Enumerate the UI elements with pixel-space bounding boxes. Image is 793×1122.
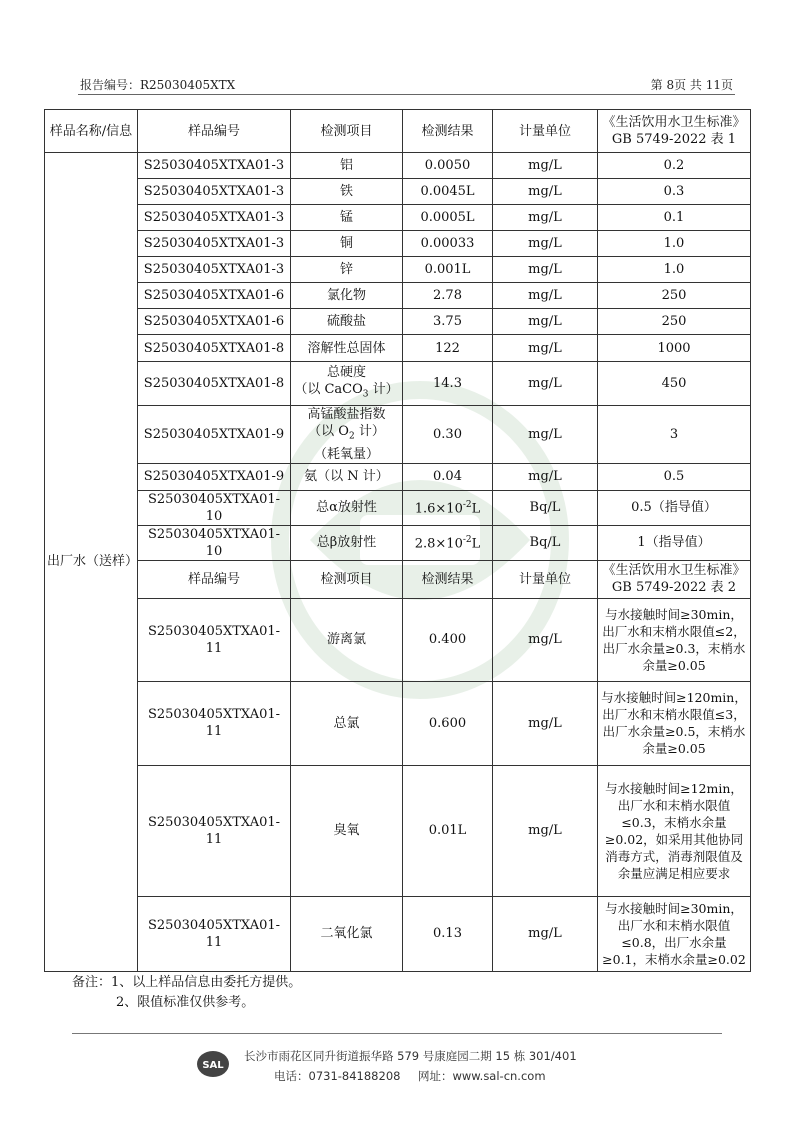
table-row <box>45 765 751 896</box>
unit-cell: Bq/L <box>493 525 598 560</box>
unit-cell: mg/L <box>493 362 598 406</box>
limit-cell: 3 <box>598 406 751 464</box>
report-header <box>78 74 735 95</box>
sample-no-cell: S25030405XTXA01-11 <box>138 598 291 681</box>
unit-cell: mg/L <box>493 153 598 179</box>
limit-cell: 1000 <box>598 335 751 362</box>
remarks <box>72 973 301 1013</box>
item-cell: 溶解性总固体 <box>291 335 403 362</box>
item-subscript: 3 <box>362 389 369 400</box>
table-row <box>45 896 751 971</box>
item-cell: 铜 <box>291 231 403 257</box>
limit-cell: 250 <box>598 283 751 309</box>
item-line-2-end: 计） <box>354 424 385 439</box>
table-row <box>45 490 751 525</box>
item-line-3: （耗氧量） <box>313 446 379 462</box>
item-cell: 总α放射性 <box>291 490 403 525</box>
limit-cell: 0.5（指导值） <box>598 490 751 525</box>
table-row <box>45 283 751 309</box>
result-cell: 0.400 <box>403 598 493 681</box>
item-subscript: 2 <box>348 431 355 442</box>
sample-no-cell: S25030405XTXA01-3 <box>138 257 291 283</box>
limit-cell: 450 <box>598 362 751 406</box>
footer <box>196 1046 666 1092</box>
col-header-unit: 计量单位 <box>493 560 598 598</box>
sample-no-cell: S25030405XTXA01-11 <box>138 896 291 971</box>
sample-no-cell: S25030405XTXA01-9 <box>138 463 291 490</box>
unit-cell: mg/L <box>493 765 598 896</box>
col-header-result: 检测结果 <box>403 110 493 153</box>
item-cell <box>291 362 403 406</box>
table-row <box>45 153 751 179</box>
result-base: 2.8×10 <box>414 536 463 552</box>
sample-no-cell: S25030405XTXA01-10 <box>138 490 291 525</box>
result-suffix: L <box>471 536 481 552</box>
result-cell <box>403 525 493 560</box>
limit-cell: 1.0 <box>598 231 751 257</box>
sample-no-cell: S25030405XTXA01-6 <box>138 309 291 335</box>
table-row <box>45 463 751 490</box>
table-row <box>45 231 751 257</box>
results-table <box>44 109 751 972</box>
sample-name-cell: 出厂水（送样） <box>45 153 138 972</box>
table-row <box>45 179 751 205</box>
item-cell: 总氯 <box>291 681 403 765</box>
item-cell <box>291 406 403 464</box>
limit-cell: 0.2 <box>598 153 751 179</box>
table-row <box>45 335 751 362</box>
table-row <box>45 362 751 406</box>
result-suffix: L <box>471 501 481 517</box>
result-cell: 0.001L <box>403 257 493 283</box>
result-cell: 2.78 <box>403 283 493 309</box>
result-exponent: -2 <box>462 500 472 511</box>
result-cell: 0.0050 <box>403 153 493 179</box>
item-cell: 氨（以 N 计） <box>291 463 403 490</box>
sample-no-cell: S25030405XTXA01-3 <box>138 231 291 257</box>
sample-no-cell: S25030405XTXA01-9 <box>138 406 291 464</box>
limit-cell: 0.5 <box>598 463 751 490</box>
item-cell: 锌 <box>291 257 403 283</box>
sample-no-cell: S25030405XTXA01-3 <box>138 179 291 205</box>
sample-no-cell: S25030405XTXA01-3 <box>138 205 291 231</box>
table-row <box>45 309 751 335</box>
unit-cell: mg/L <box>493 681 598 765</box>
limit-cell: 0.3 <box>598 179 751 205</box>
sample-no-cell: S25030405XTXA01-6 <box>138 283 291 309</box>
result-cell: 0.0045L <box>403 179 493 205</box>
col-header-item: 检测项目 <box>291 110 403 153</box>
col-header-result: 检测结果 <box>403 560 493 598</box>
sample-no-cell: S25030405XTXA01-8 <box>138 362 291 406</box>
unit-cell: mg/L <box>493 896 598 971</box>
unit-cell: mg/L <box>493 205 598 231</box>
result-cell: 0.0005L <box>403 205 493 231</box>
unit-cell: mg/L <box>493 598 598 681</box>
col-header-unit: 计量单位 <box>493 110 598 153</box>
remark-2: 2、限值标准仅供参考。 <box>116 995 255 1010</box>
item-line-2 <box>293 423 400 446</box>
unit-cell: mg/L <box>493 231 598 257</box>
svg-text:SAL: SAL <box>202 1060 224 1071</box>
item-line-2 <box>293 381 400 404</box>
col-header-sample-no: 样品编号 <box>138 110 291 153</box>
unit-cell: Bq/L <box>493 490 598 525</box>
col-header-standard: 《生活饮用水卫生标准》GB 5749-2022 表 2 <box>598 560 751 598</box>
item-line-2-end: 计） <box>368 381 399 397</box>
table-row <box>45 257 751 283</box>
limit-cell: 250 <box>598 309 751 335</box>
item-cell: 锰 <box>291 205 403 231</box>
footer-divider <box>72 1033 722 1034</box>
limit-cell: 与水接触时间≥120min，出厂水和末梢水限值≤3，出厂水余量≥0.5，末梢水余量≥0.05 <box>598 681 751 765</box>
sample-no-cell: S25030405XTXA01-11 <box>138 681 291 765</box>
result-cell: 14.3 <box>403 362 493 406</box>
limit-cell: 0.1 <box>598 205 751 231</box>
page-indicator: 第 8页 共 11页 <box>650 78 733 92</box>
unit-cell: mg/L <box>493 406 598 464</box>
footer-address: 长沙市雨花区同升街道振华路 579 号康庭园二期 15 栋 301/401 <box>244 1049 577 1063</box>
col-header-sample-name: 样品名称/信息 <box>45 110 138 153</box>
item-cell: 游离氯 <box>291 598 403 681</box>
col-header-standard: 《生活饮用水卫生标准》GB 5749-2022 表 1 <box>598 110 751 153</box>
item-cell: 臭氧 <box>291 765 403 896</box>
table-row <box>45 681 751 765</box>
result-cell: 0.04 <box>403 463 493 490</box>
limit-cell: 与水接触时间≥30min，出厂水和末梢水限值≤0.8，出厂水余量≥0.1，末梢水余量≥0.02 <box>598 896 751 971</box>
limit-cell: 1（指导值） <box>598 525 751 560</box>
unit-cell: mg/L <box>493 335 598 362</box>
result-cell: 0.30 <box>403 406 493 464</box>
item-cell: 铁 <box>291 179 403 205</box>
sal-logo-icon <box>196 1050 230 1078</box>
item-line-1: 总硬度 <box>326 364 366 380</box>
report-number: 报告编号：R25030405XTX <box>80 78 236 92</box>
limit-cell: 与水接触时间≥12min，出厂水和末梢水限值≤0.3，末梢水余量≥0.02，如采用其他协同消毒方式，消毒剂限值及余量应满足相应要求 <box>598 765 751 896</box>
table-row <box>45 598 751 681</box>
unit-cell: mg/L <box>493 257 598 283</box>
result-cell: 0.13 <box>403 896 493 971</box>
item-cell: 硫酸盐 <box>291 309 403 335</box>
limit-cell: 与水接触时间≥30min，出厂水和末梢水限值≤2，出厂水余量≥0.3，末梢水余量≥0.05 <box>598 598 751 681</box>
result-cell <box>403 490 493 525</box>
footer-website[interactable]: 网址：www.sal-cn.com <box>418 1069 546 1083</box>
unit-cell: mg/L <box>493 463 598 490</box>
item-cell: 总β放射性 <box>291 525 403 560</box>
result-base: 1.6×10 <box>414 501 463 517</box>
item-cell: 氯化物 <box>291 283 403 309</box>
result-cell: 122 <box>403 335 493 362</box>
col-header-sample-no: 样品编号 <box>138 560 291 598</box>
item-line-2-text: （以 O <box>308 424 349 439</box>
unit-cell: mg/L <box>493 283 598 309</box>
table-row <box>45 205 751 231</box>
item-line-1: 高锰酸盐指数 <box>307 407 386 422</box>
sample-no-cell: S25030405XTXA01-3 <box>138 153 291 179</box>
unit-cell: mg/L <box>493 309 598 335</box>
item-cell: 铝 <box>291 153 403 179</box>
sample-no-cell: S25030405XTXA01-10 <box>138 525 291 560</box>
result-exponent: -2 <box>462 535 472 546</box>
table-subheader-row <box>45 560 751 598</box>
result-cell: 0.00033 <box>403 231 493 257</box>
item-cell: 二氧化氯 <box>291 896 403 971</box>
result-cell: 3.75 <box>403 309 493 335</box>
sample-no-cell: S25030405XTXA01-8 <box>138 335 291 362</box>
result-cell: 0.01L <box>403 765 493 896</box>
footer-phone: 电话：0731-84188208 <box>274 1069 401 1083</box>
table-row <box>45 406 751 464</box>
result-cell: 0.600 <box>403 681 493 765</box>
sample-no-cell: S25030405XTXA01-11 <box>138 765 291 896</box>
table-row <box>45 525 751 560</box>
table-header-row <box>45 110 751 153</box>
limit-cell: 1.0 <box>598 257 751 283</box>
col-header-item: 检测项目 <box>291 560 403 598</box>
unit-cell: mg/L <box>493 179 598 205</box>
remark-1: 备注：1、以上样品信息由委托方提供。 <box>72 975 302 990</box>
item-line-2-text: （以 CaCO <box>294 381 363 397</box>
